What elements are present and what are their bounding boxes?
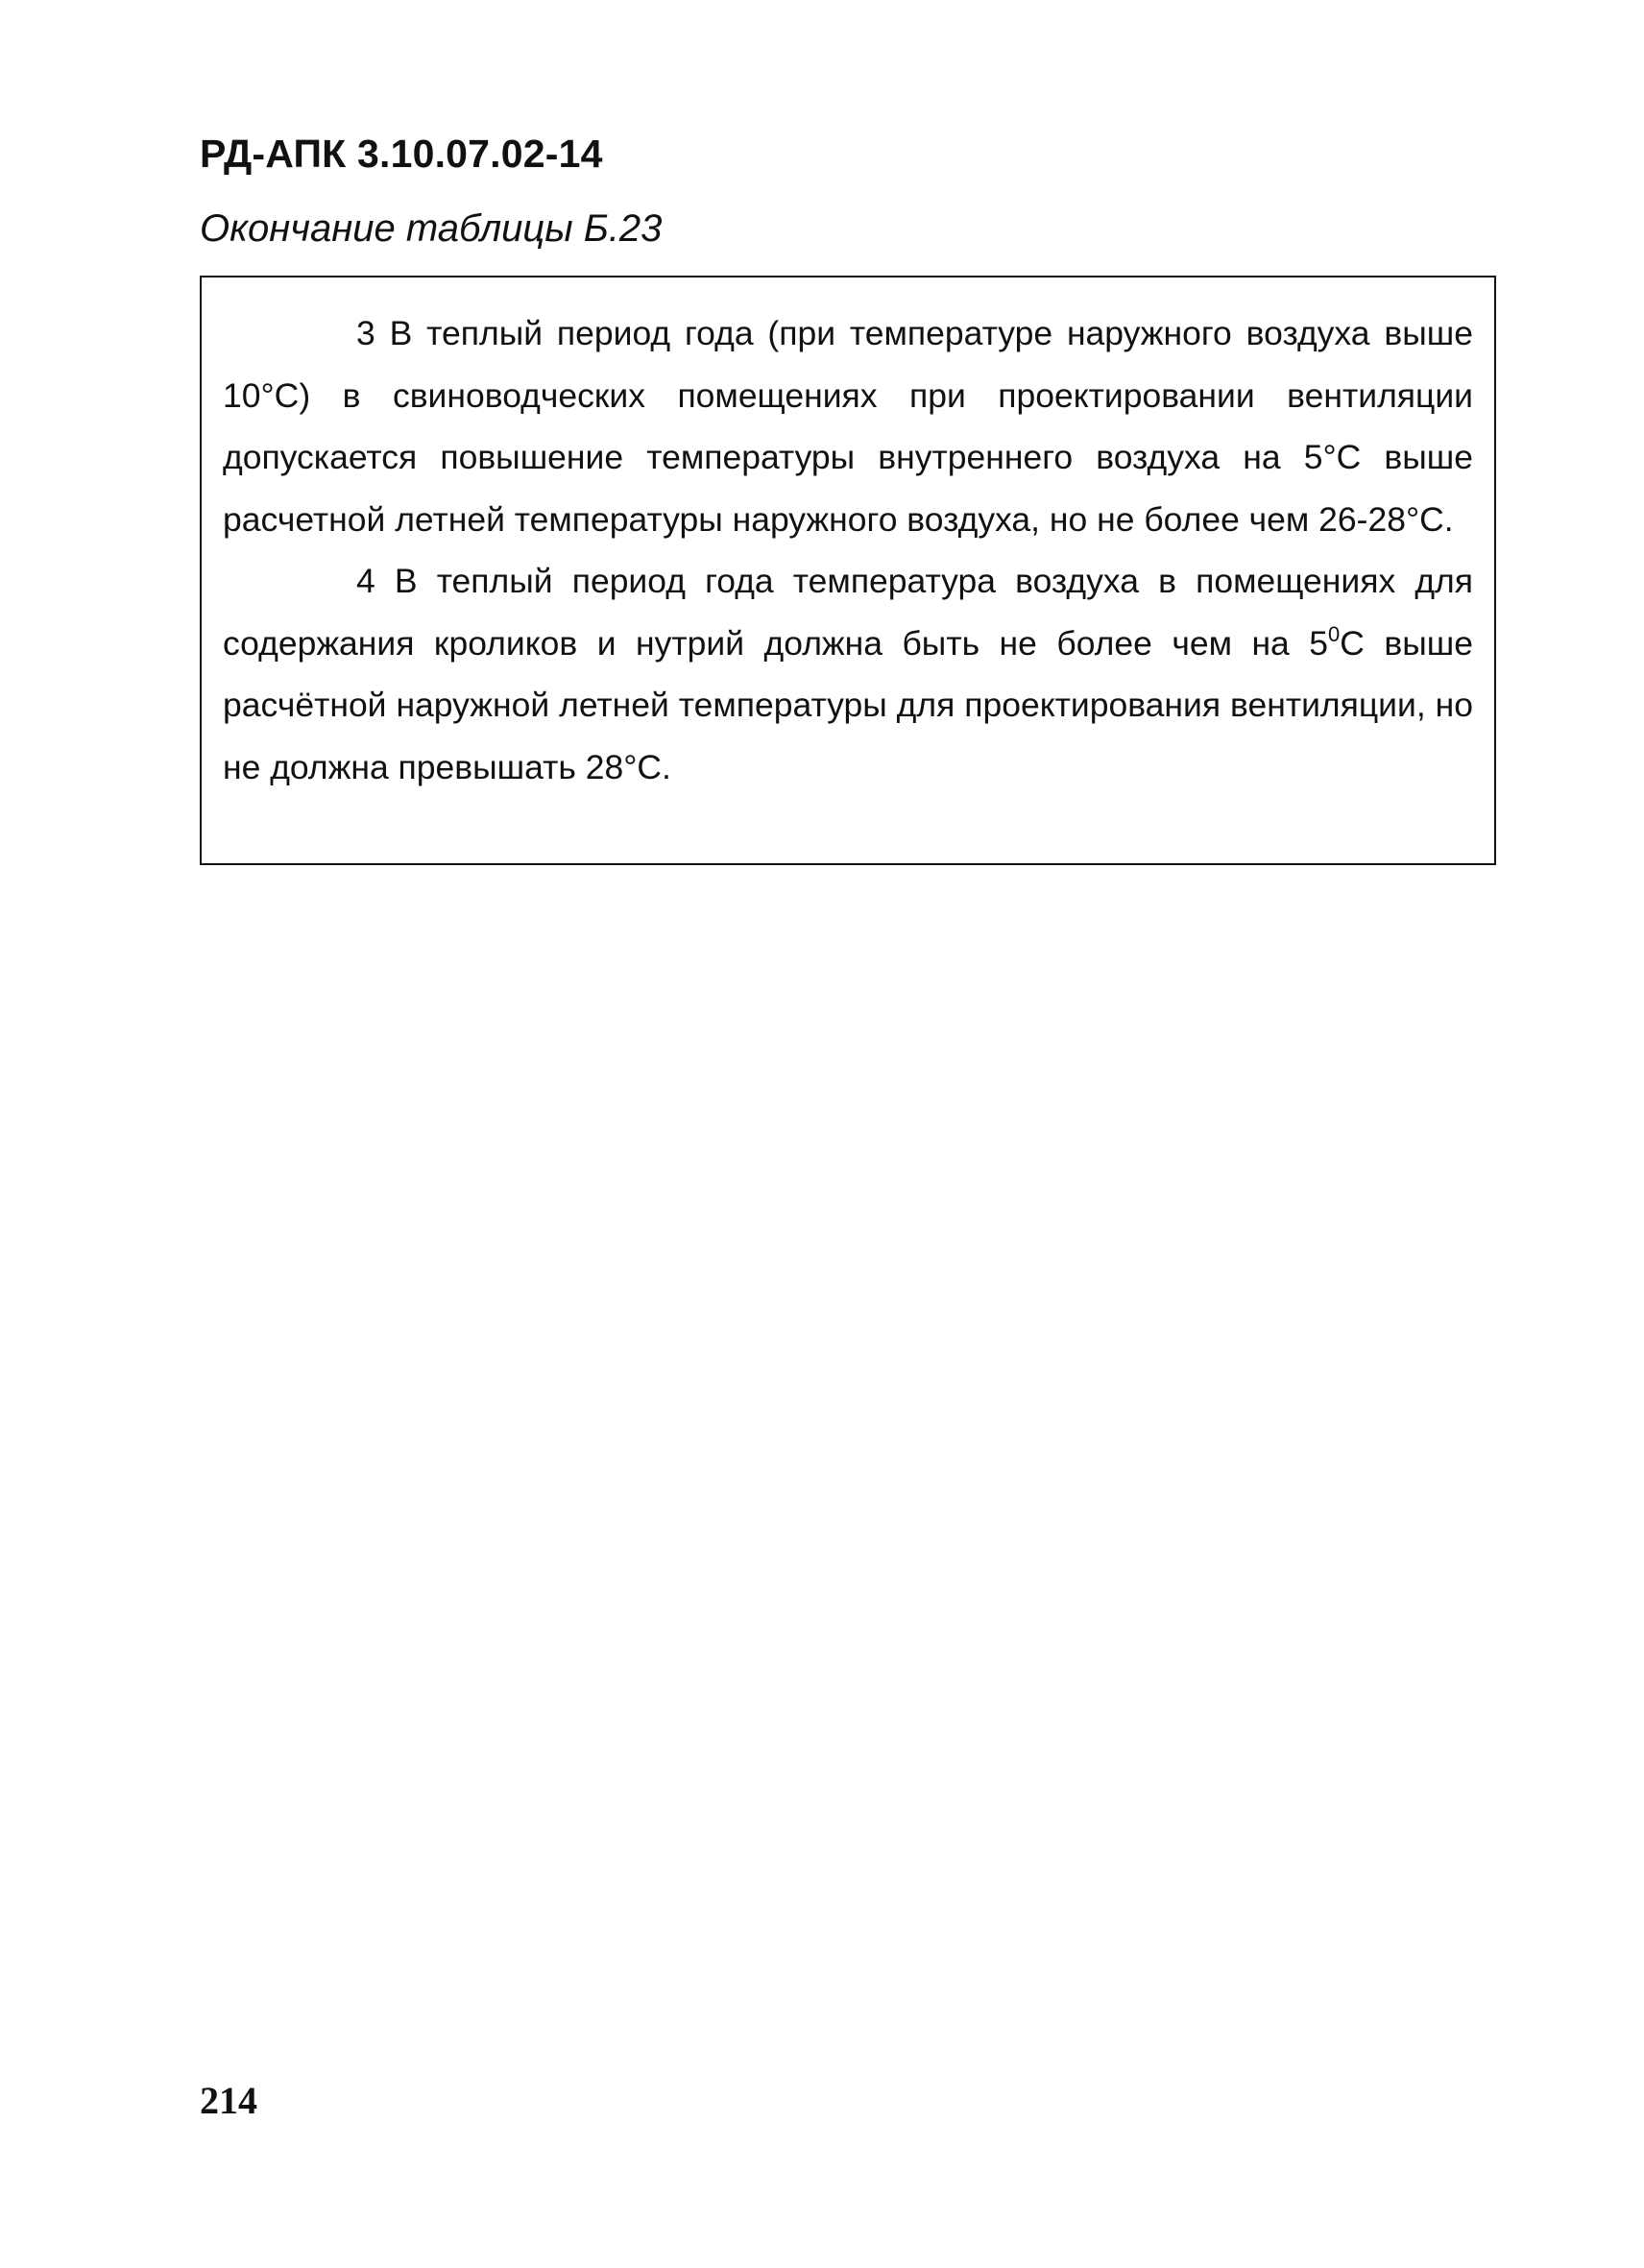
note-4-text-start: 4 В теплый период года температура воздуха в помещениях для содержания кроликов и нутрий должна быть не более чем на 5 [223, 562, 1473, 663]
table-caption: Окончание таблицы Б.23 [200, 207, 663, 250]
note-4 [223, 550, 1473, 798]
page-number: 214 [200, 2079, 257, 2122]
note-3: 3 В теплый период года (при температуре наружного воздуха выше 10°С) в свиноводческих помещениях при проектировании вентиляции допускается повышение температуры внутреннего воздуха на 5°С выше расчетной летней температуры наружного воздуха, но не более чем 26-28°С. [223, 314, 1473, 539]
document-code: РД-АПК 3.10.07.02-14 [200, 132, 603, 176]
note-4-degree-superscript: 0 [1328, 621, 1341, 646]
note-4-text-end: С выше расчётной наружной летней температуры для проектирования вентиляции, но не должна превышать 28°С. [223, 623, 1473, 786]
table-notes-box [200, 276, 1496, 865]
